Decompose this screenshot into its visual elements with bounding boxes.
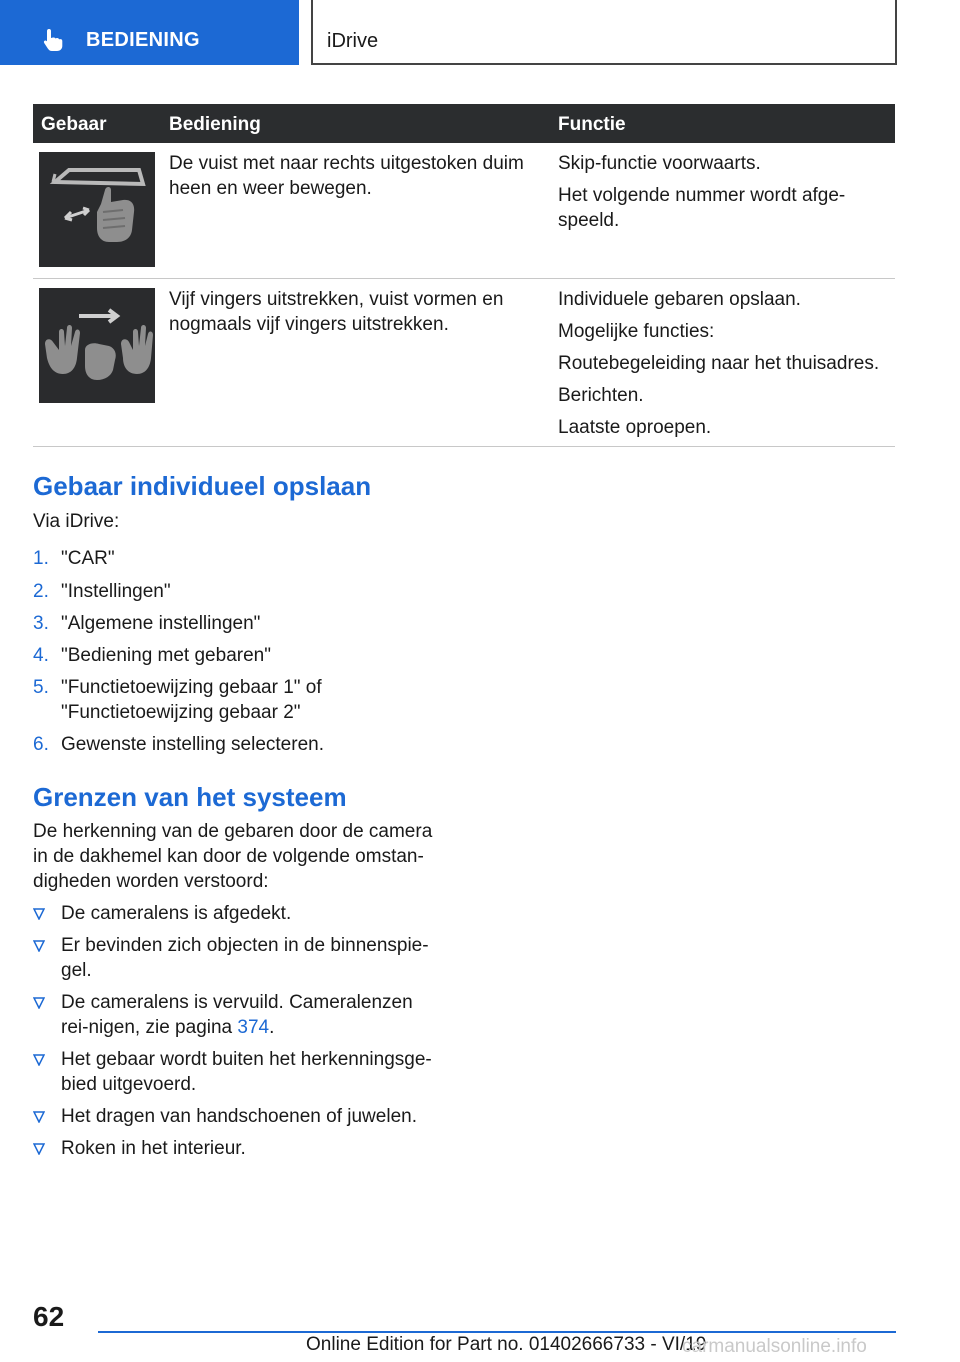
list-item (33, 901, 443, 926)
triangle-bullet-icon (33, 1111, 45, 1123)
list-item (33, 1047, 443, 1097)
list-item (33, 579, 443, 604)
function-line: Skip-functie voorwaarts. (558, 153, 761, 174)
watermark: carmanualsonline.info (682, 1336, 867, 1357)
gesture-table (33, 104, 895, 447)
bullet-text-main: De cameralens is vervuild. Cameralenzen rei-nigen, zie pagina (61, 992, 413, 1038)
edition-text: Online Edition for Part no. 01402666733 - VI/19 (306, 1334, 707, 1355)
step-number: 6. (33, 734, 49, 755)
bullet-text: Er bevinden zich objecten in de binnenspie-gel. (61, 935, 429, 981)
list-item (33, 933, 443, 983)
step-text: "Algemene instellingen" (61, 613, 261, 634)
hand-pointer-icon (40, 27, 66, 53)
list-item (33, 546, 443, 571)
step-text: "Bediening met gebaren" (61, 645, 271, 666)
function-line: Individuele gebaren opslaan. (558, 289, 801, 310)
list-item (33, 643, 443, 668)
column-header-operation: Bediening (169, 114, 261, 135)
triangle-bullet-icon (33, 1143, 45, 1155)
bullet-text: Het gebaar wordt buiten het herkenningsge-bied uitgevoerd. (61, 1049, 432, 1095)
table-row (33, 279, 895, 447)
list-item (33, 732, 443, 757)
function-cell (558, 151, 888, 240)
list-item (33, 611, 443, 636)
step-text: "Instellingen" (61, 581, 171, 602)
column-header-function: Functie (558, 114, 626, 135)
bullet-text: Het dragen van handschoenen of juwelen. (61, 1106, 417, 1127)
step-text: "Functietoewijzing gebaar 1" of "Functietoewijzing gebaar 2" (61, 677, 322, 723)
list-item (33, 675, 363, 725)
column-header-gesture: Gebaar (41, 114, 107, 135)
function-line: Het volgende nummer wordt afge-speeld. (558, 185, 846, 231)
triangle-bullet-icon (33, 908, 45, 920)
bullet-text (61, 990, 443, 1040)
list-item (33, 1104, 443, 1129)
table-header (33, 104, 895, 143)
function-line: Mogelijke functies: (558, 321, 715, 342)
step-number: 3. (33, 613, 49, 634)
fist-swipe-gesture-icon (39, 152, 155, 267)
function-line: Laatste oproepen. (558, 417, 712, 438)
function-line: Berichten. (558, 385, 644, 406)
list-item (33, 990, 443, 1040)
chapter-title: iDrive (327, 30, 379, 52)
triangle-bullet-icon (33, 1054, 45, 1066)
page-number: 62 (33, 1301, 65, 1332)
section-intro: Via iDrive: (33, 511, 120, 532)
function-line: Routebegeleiding naar het thuisadres. (558, 353, 880, 374)
table-row (33, 143, 895, 279)
section-heading: Grenzen van het systeem (33, 782, 347, 812)
section-header (0, 0, 299, 65)
step-number: 5. (33, 677, 49, 698)
section-heading: Gebaar individueel opslaan (33, 471, 372, 501)
operation-cell: Vijf vingers uitstrekken, vuist vormen en nogmaals vijf vingers uitstrekken. (169, 289, 504, 335)
step-number: 1. (33, 548, 49, 569)
section-title: BEDIENING (86, 29, 200, 51)
function-cell (558, 287, 898, 447)
list-item (33, 1136, 443, 1161)
step-number: 4. (33, 645, 49, 666)
step-text: Gewenste instelling selecteren. (61, 734, 324, 755)
operation-cell: De vuist met naar rechts uitgestoken duim heen en weer bewegen. (169, 153, 524, 199)
bullet-text-suffix: . (269, 1017, 275, 1038)
triangle-bullet-icon (33, 997, 45, 1009)
page-reference-link[interactable]: 374 (237, 1017, 270, 1038)
triangle-bullet-icon (33, 940, 45, 952)
step-number: 2. (33, 581, 49, 602)
footer-divider (98, 1331, 896, 1333)
five-fingers-fist-gesture-icon (39, 288, 155, 403)
step-text: "CAR" (61, 548, 115, 569)
section-intro: De herkenning van de gebaren door de camera in de dakhemel kan door de volgende omstan-digheden worden verstoord: (33, 821, 433, 892)
chapter-header (311, 0, 897, 65)
bullet-text: Roken in het interieur. (61, 1138, 246, 1159)
bullet-text: De cameralens is afgedekt. (61, 903, 292, 924)
